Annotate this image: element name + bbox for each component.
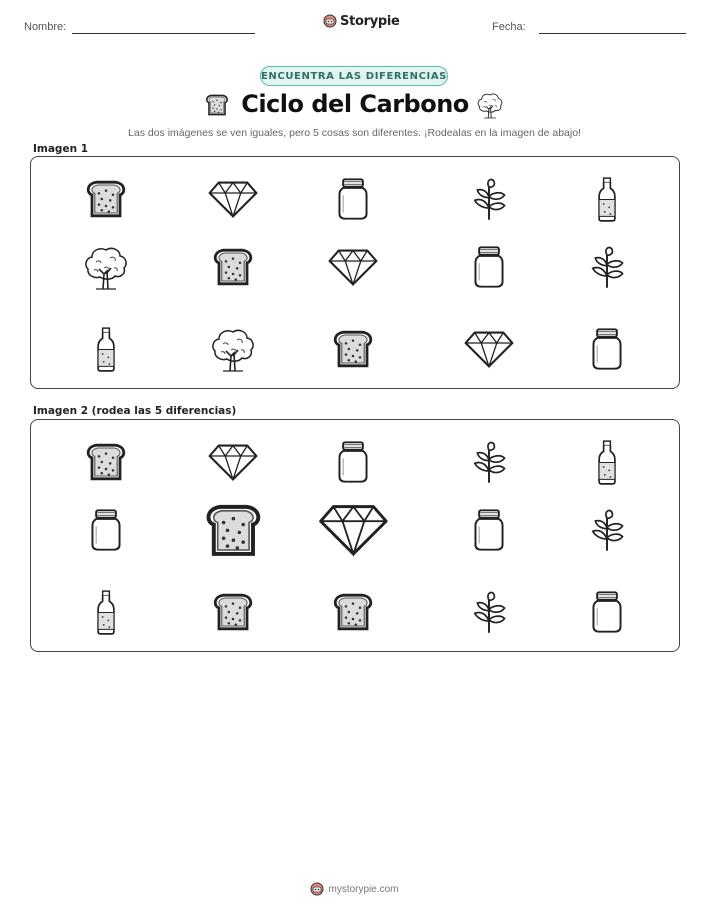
leaf-icon[interactable] [468, 440, 510, 484]
jar-icon[interactable] [473, 245, 505, 289]
bottle-icon[interactable] [598, 440, 616, 485]
diamond-icon[interactable] [463, 330, 515, 369]
date-line[interactable] [539, 33, 686, 34]
page-title: Ciclo del Carbono [241, 90, 469, 118]
bread-icon[interactable] [85, 178, 127, 220]
name-line[interactable] [72, 33, 255, 34]
jar-icon[interactable] [337, 440, 369, 484]
image1-label: Imagen 1 [33, 143, 89, 155]
leaf-icon[interactable] [586, 508, 628, 552]
tree-icon[interactable] [84, 244, 128, 290]
footer [0, 881, 709, 897]
leaf-icon[interactable] [468, 590, 510, 634]
diamond-icon[interactable] [207, 443, 259, 482]
brand-name: Storypie [340, 13, 400, 29]
activity-badge: ENCUENTRA LAS DIFERENCIAS [260, 66, 448, 86]
leaf-icon[interactable] [468, 177, 510, 221]
bread-icon[interactable] [332, 328, 374, 370]
instructions: Las dos imágenes se ven iguales, pero 5 cosas son diferentes. ¡Rodealas en la imagen de abajo! [128, 127, 581, 139]
diamond-icon[interactable] [207, 180, 259, 219]
bottle-icon[interactable] [97, 590, 115, 635]
diamond-icon[interactable] [327, 248, 379, 287]
tree-icon[interactable] [211, 326, 255, 372]
date-label: Fecha: [492, 21, 526, 33]
storypie-mascot-icon [310, 881, 324, 897]
bread-icon [205, 93, 229, 117]
footer-url[interactable]: mystorypie.com [328, 883, 399, 895]
bottle-icon[interactable] [97, 327, 115, 372]
jar-icon[interactable] [337, 177, 369, 221]
jar-icon[interactable] [591, 590, 623, 634]
bread-icon[interactable] [212, 591, 254, 633]
bread-icon[interactable] [204, 501, 263, 560]
jar-icon[interactable] [90, 508, 122, 552]
tree-icon [477, 90, 503, 120]
leaf-icon[interactable] [586, 245, 628, 289]
jar-icon[interactable] [591, 327, 623, 371]
image1-panel[interactable] [30, 156, 680, 389]
bread-icon[interactable] [212, 246, 254, 288]
bottle-icon[interactable] [598, 177, 616, 222]
diamond-icon[interactable] [317, 503, 390, 558]
image2-panel[interactable] [30, 419, 680, 652]
brand-logo [323, 13, 400, 29]
bread-icon[interactable] [85, 441, 127, 483]
jar-icon[interactable] [473, 508, 505, 552]
name-label: Nombre: [24, 21, 67, 33]
image2-label: Imagen 2 (rodea las 5 diferencias) [33, 405, 237, 417]
bread-icon[interactable] [332, 591, 374, 633]
storypie-mascot-icon [323, 13, 337, 29]
